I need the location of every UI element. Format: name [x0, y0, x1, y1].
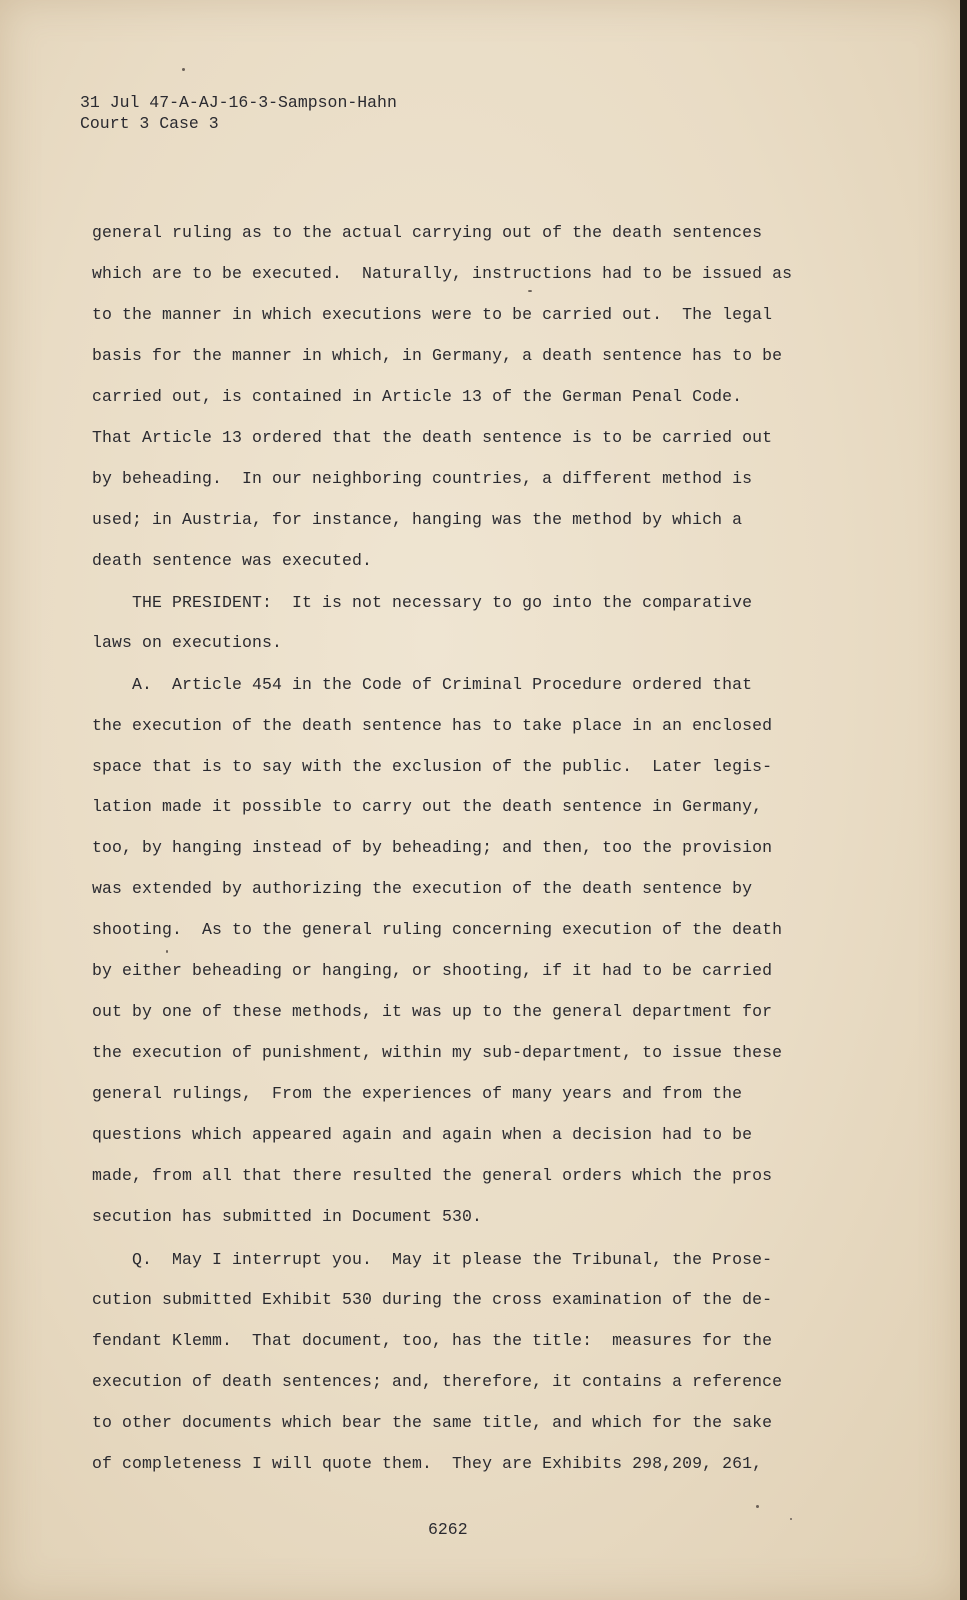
body-line: lation made it possible to carry out the death sentence in Germany,: [92, 797, 763, 816]
body-line: death sentence was executed.: [92, 551, 373, 570]
body-line: space that is to say with the exclusion of the public. Later legis-: [92, 757, 773, 776]
body-line: cution submitted Exhibit 530 during the cross examination of the de-: [92, 1290, 773, 1309]
body-line: the execution of punishment, within my sub-department, to issue these: [92, 1043, 783, 1062]
body-line: by either beheading or hanging, or shooting, if it had to be carried: [92, 961, 773, 980]
paper-speck: [790, 1518, 792, 1520]
body-line: out by one of these methods, it was up to the general department for: [92, 1002, 773, 1021]
reference-line: 31 Jul 47-A-AJ-16-3-Sampson-Hahn: [80, 93, 397, 112]
body-line: questions which appeared again and again when a decision had to be: [92, 1125, 753, 1144]
paper-speck: [756, 1505, 759, 1508]
body-line: too, by hanging instead of by beheading; and then, too the provision: [92, 838, 773, 857]
body-line: used; in Austria, for instance, hanging was the method by which a: [92, 510, 743, 529]
body-line: general rulings, From the experiences of many years and from the: [92, 1084, 743, 1103]
body-line: the execution of the death sentence has to take place in an enclosed: [92, 716, 773, 735]
body-line: execution of death sentences; and, therefore, it contains a reference: [92, 1372, 783, 1391]
paper-speck: [182, 68, 185, 71]
body-line: shooting. As to the general ruling concerning execution of the death: [92, 920, 783, 939]
body-line: fendant Klemm. That document, too, has the title: measures for the: [92, 1331, 773, 1350]
document-header: [80, 92, 397, 134]
paper-speck: [166, 950, 168, 953]
body-line: made, from all that there resulted the general orders which the pros: [92, 1166, 773, 1185]
body-line: A. Article 454 in the Code of Criminal Procedure ordered that: [92, 675, 753, 694]
body-line: to the manner in which executions were to be carried out. The legal: [92, 305, 773, 324]
body-line: was extended by authorizing the execution of the death sentence by: [92, 879, 753, 898]
body-line: Q. May I interrupt you. May it please the Tribunal, the Prose-: [92, 1250, 773, 1269]
body-line: by beheading. In our neighboring countries, a different method is: [92, 469, 753, 488]
paper-speck: [528, 290, 532, 292]
body-line: to other documents which bear the same title, and which for the sake: [92, 1413, 773, 1432]
page-number: 6262: [428, 1520, 468, 1539]
body-line: That Article 13 ordered that the death sentence is to be carried out: [92, 428, 773, 447]
body-line: basis for the manner in which, in Germany, a death sentence has to be: [92, 346, 783, 365]
body-line: laws on executions.: [92, 633, 283, 652]
body-line: general ruling as to the actual carrying out of the death sentences: [92, 223, 763, 242]
court-case-line: Court 3 Case 3: [80, 114, 219, 133]
body-line: which are to be executed. Naturally, instructions had to be issued as: [92, 264, 793, 283]
body-line: carried out, is contained in Article 13 of the German Penal Code.: [92, 387, 743, 406]
body-line: of completeness I will quote them. They are Exhibits 298,209, 261,: [92, 1454, 763, 1473]
body-line: THE PRESIDENT: It is not necessary to go into the comparative: [92, 593, 753, 612]
body-line: secution has submitted in Document 530.: [92, 1207, 483, 1226]
